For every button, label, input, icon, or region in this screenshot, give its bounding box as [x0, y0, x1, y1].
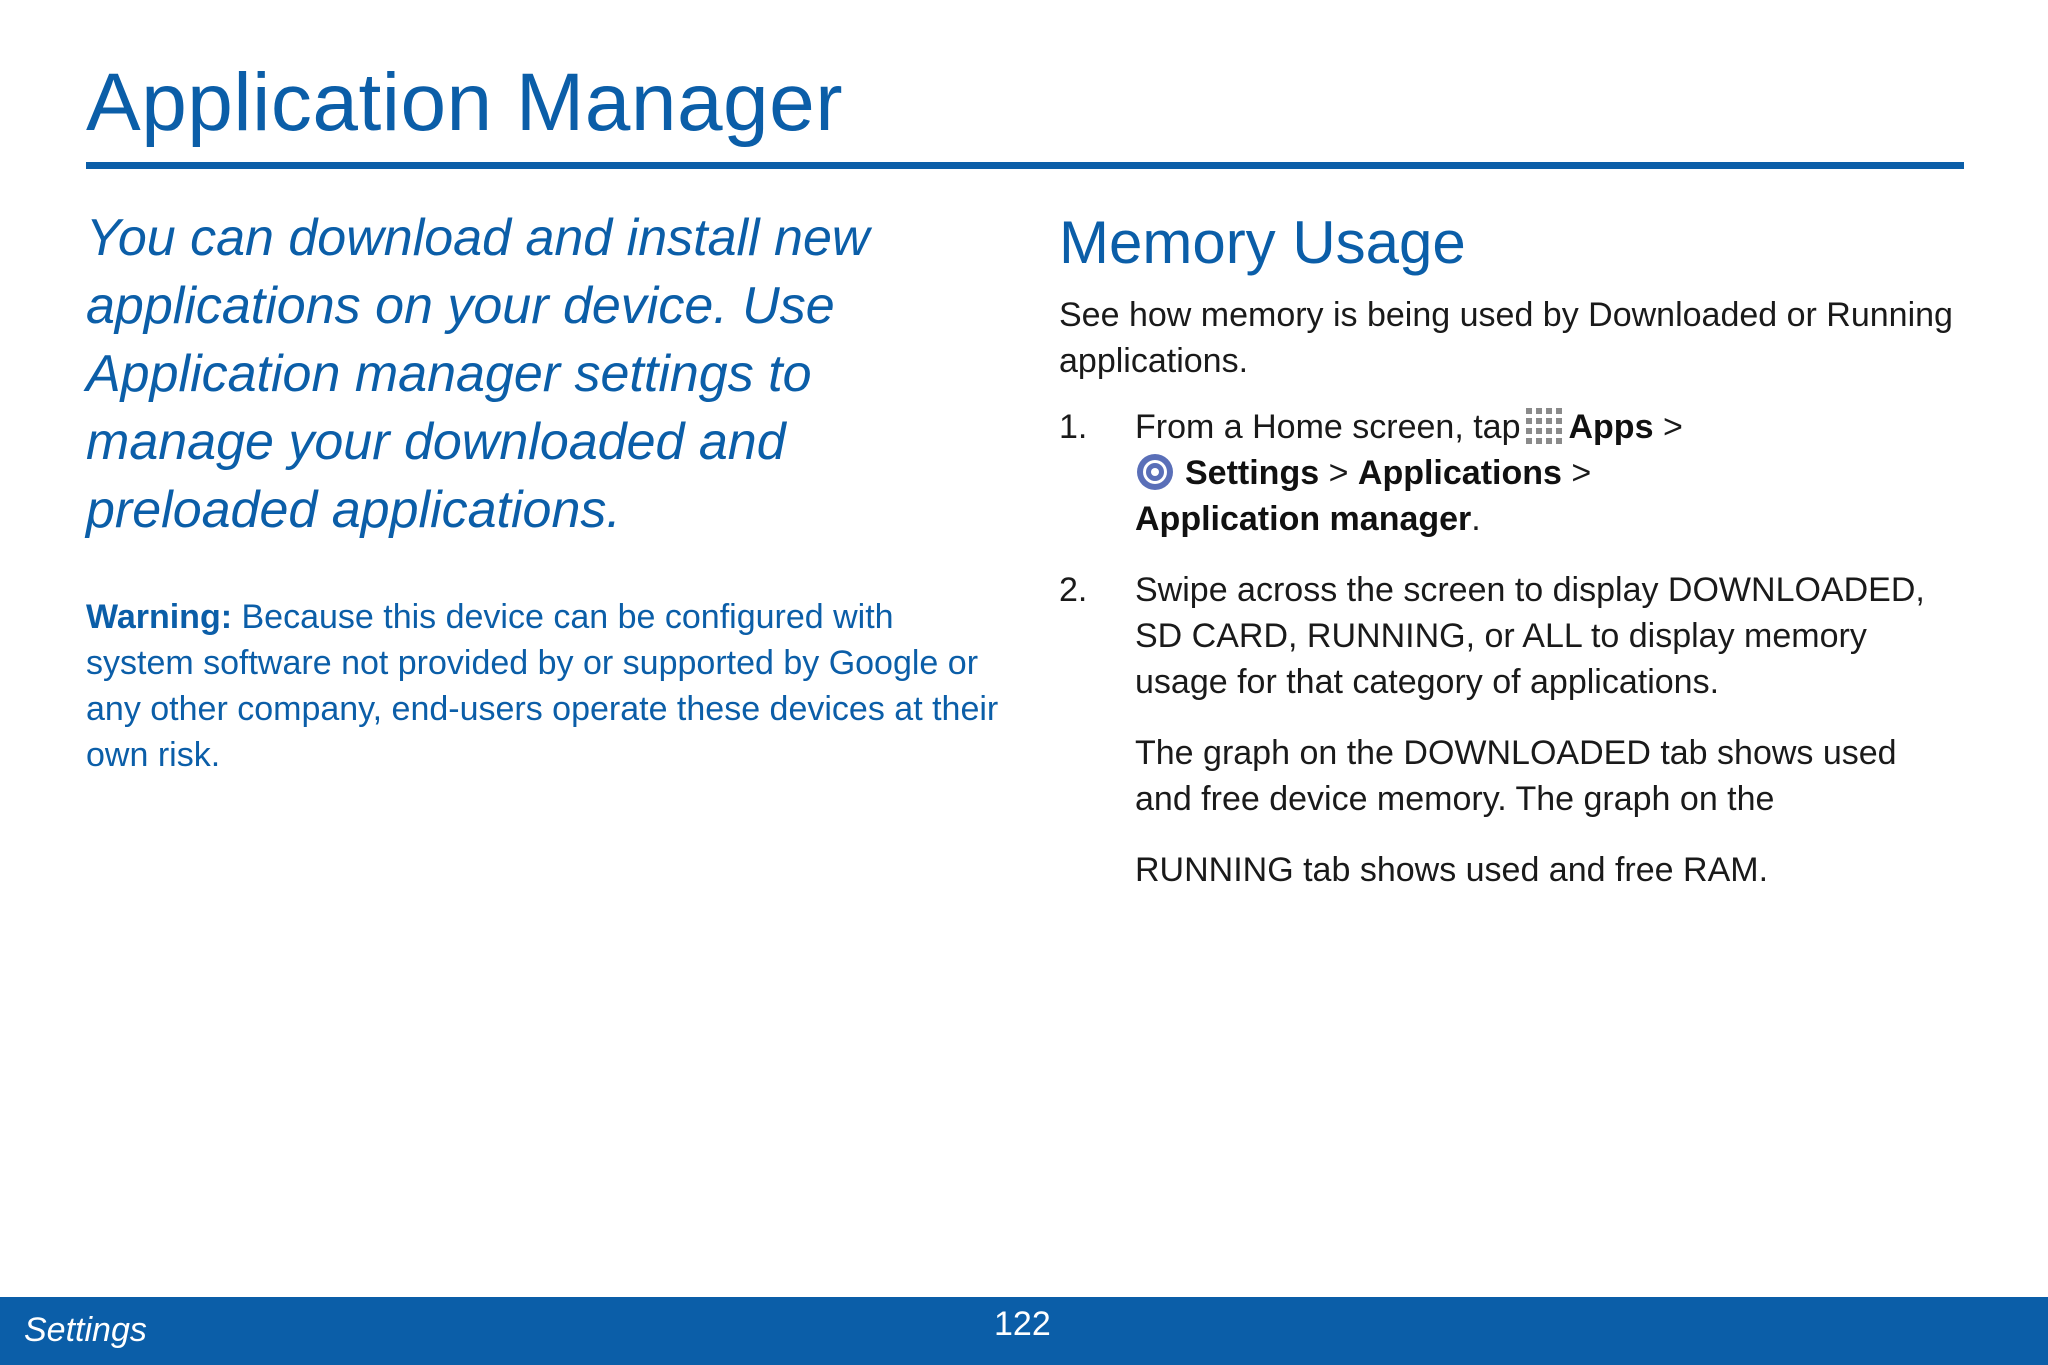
page-title: Application Manager — [86, 57, 844, 148]
settings-gear-icon — [1135, 452, 1175, 492]
application-manager-label: Application manager — [1135, 500, 1472, 538]
graph-note-2: RUNNING tab shows used and free RAM. — [1135, 851, 1769, 889]
apps-grid-icon — [1524, 406, 1564, 446]
page-number: 122 — [994, 1305, 1051, 1343]
step-1-intro: From a Home screen, tap — [1135, 408, 1521, 446]
steps-list — [1059, 404, 1959, 918]
section-title: Memory Usage — [1059, 209, 1466, 276]
step-text — [1135, 404, 1959, 542]
step-1-end: . — [1471, 500, 1481, 538]
applications-label: Applications — [1357, 454, 1562, 492]
separator: > — [1328, 454, 1349, 492]
step-number: 2. — [1059, 571, 1088, 609]
step-2-notes — [1059, 730, 1959, 893]
warning-label: Warning: — [86, 598, 233, 636]
footer-section-name: Settings — [24, 1311, 147, 1349]
step-text: Swipe across the screen to display DOWNLOADED, SD CARD, RUNNING, or ALL to display memory usage for that category of applications. — [1135, 571, 1925, 701]
intro-paragraph: You can download and install new applications on your device. Use Application manager settings to manage your downloaded and preloaded applications. — [86, 209, 870, 539]
warning-note — [86, 594, 1006, 778]
warning-text: Because this device can be configured with system software not provided by or supported by Google or any other company, end-users operate these devices at their own risk. — [86, 598, 999, 774]
step-1 — [1059, 404, 1959, 542]
title-divider — [86, 162, 1964, 169]
separator: > — [1662, 408, 1683, 446]
separator: > — [1571, 454, 1592, 492]
settings-label: Settings — [1185, 454, 1320, 492]
step-number: 1. — [1059, 408, 1088, 446]
section-intro: See how memory is being used by Downloaded or Running applications. — [1059, 296, 1953, 380]
footer-bar — [0, 1297, 2048, 1365]
apps-label: Apps — [1568, 408, 1654, 446]
graph-note-1: The graph on the DOWNLOADED tab shows used and free device memory. The graph on the — [1135, 734, 1897, 818]
step-2 — [1059, 567, 1959, 705]
